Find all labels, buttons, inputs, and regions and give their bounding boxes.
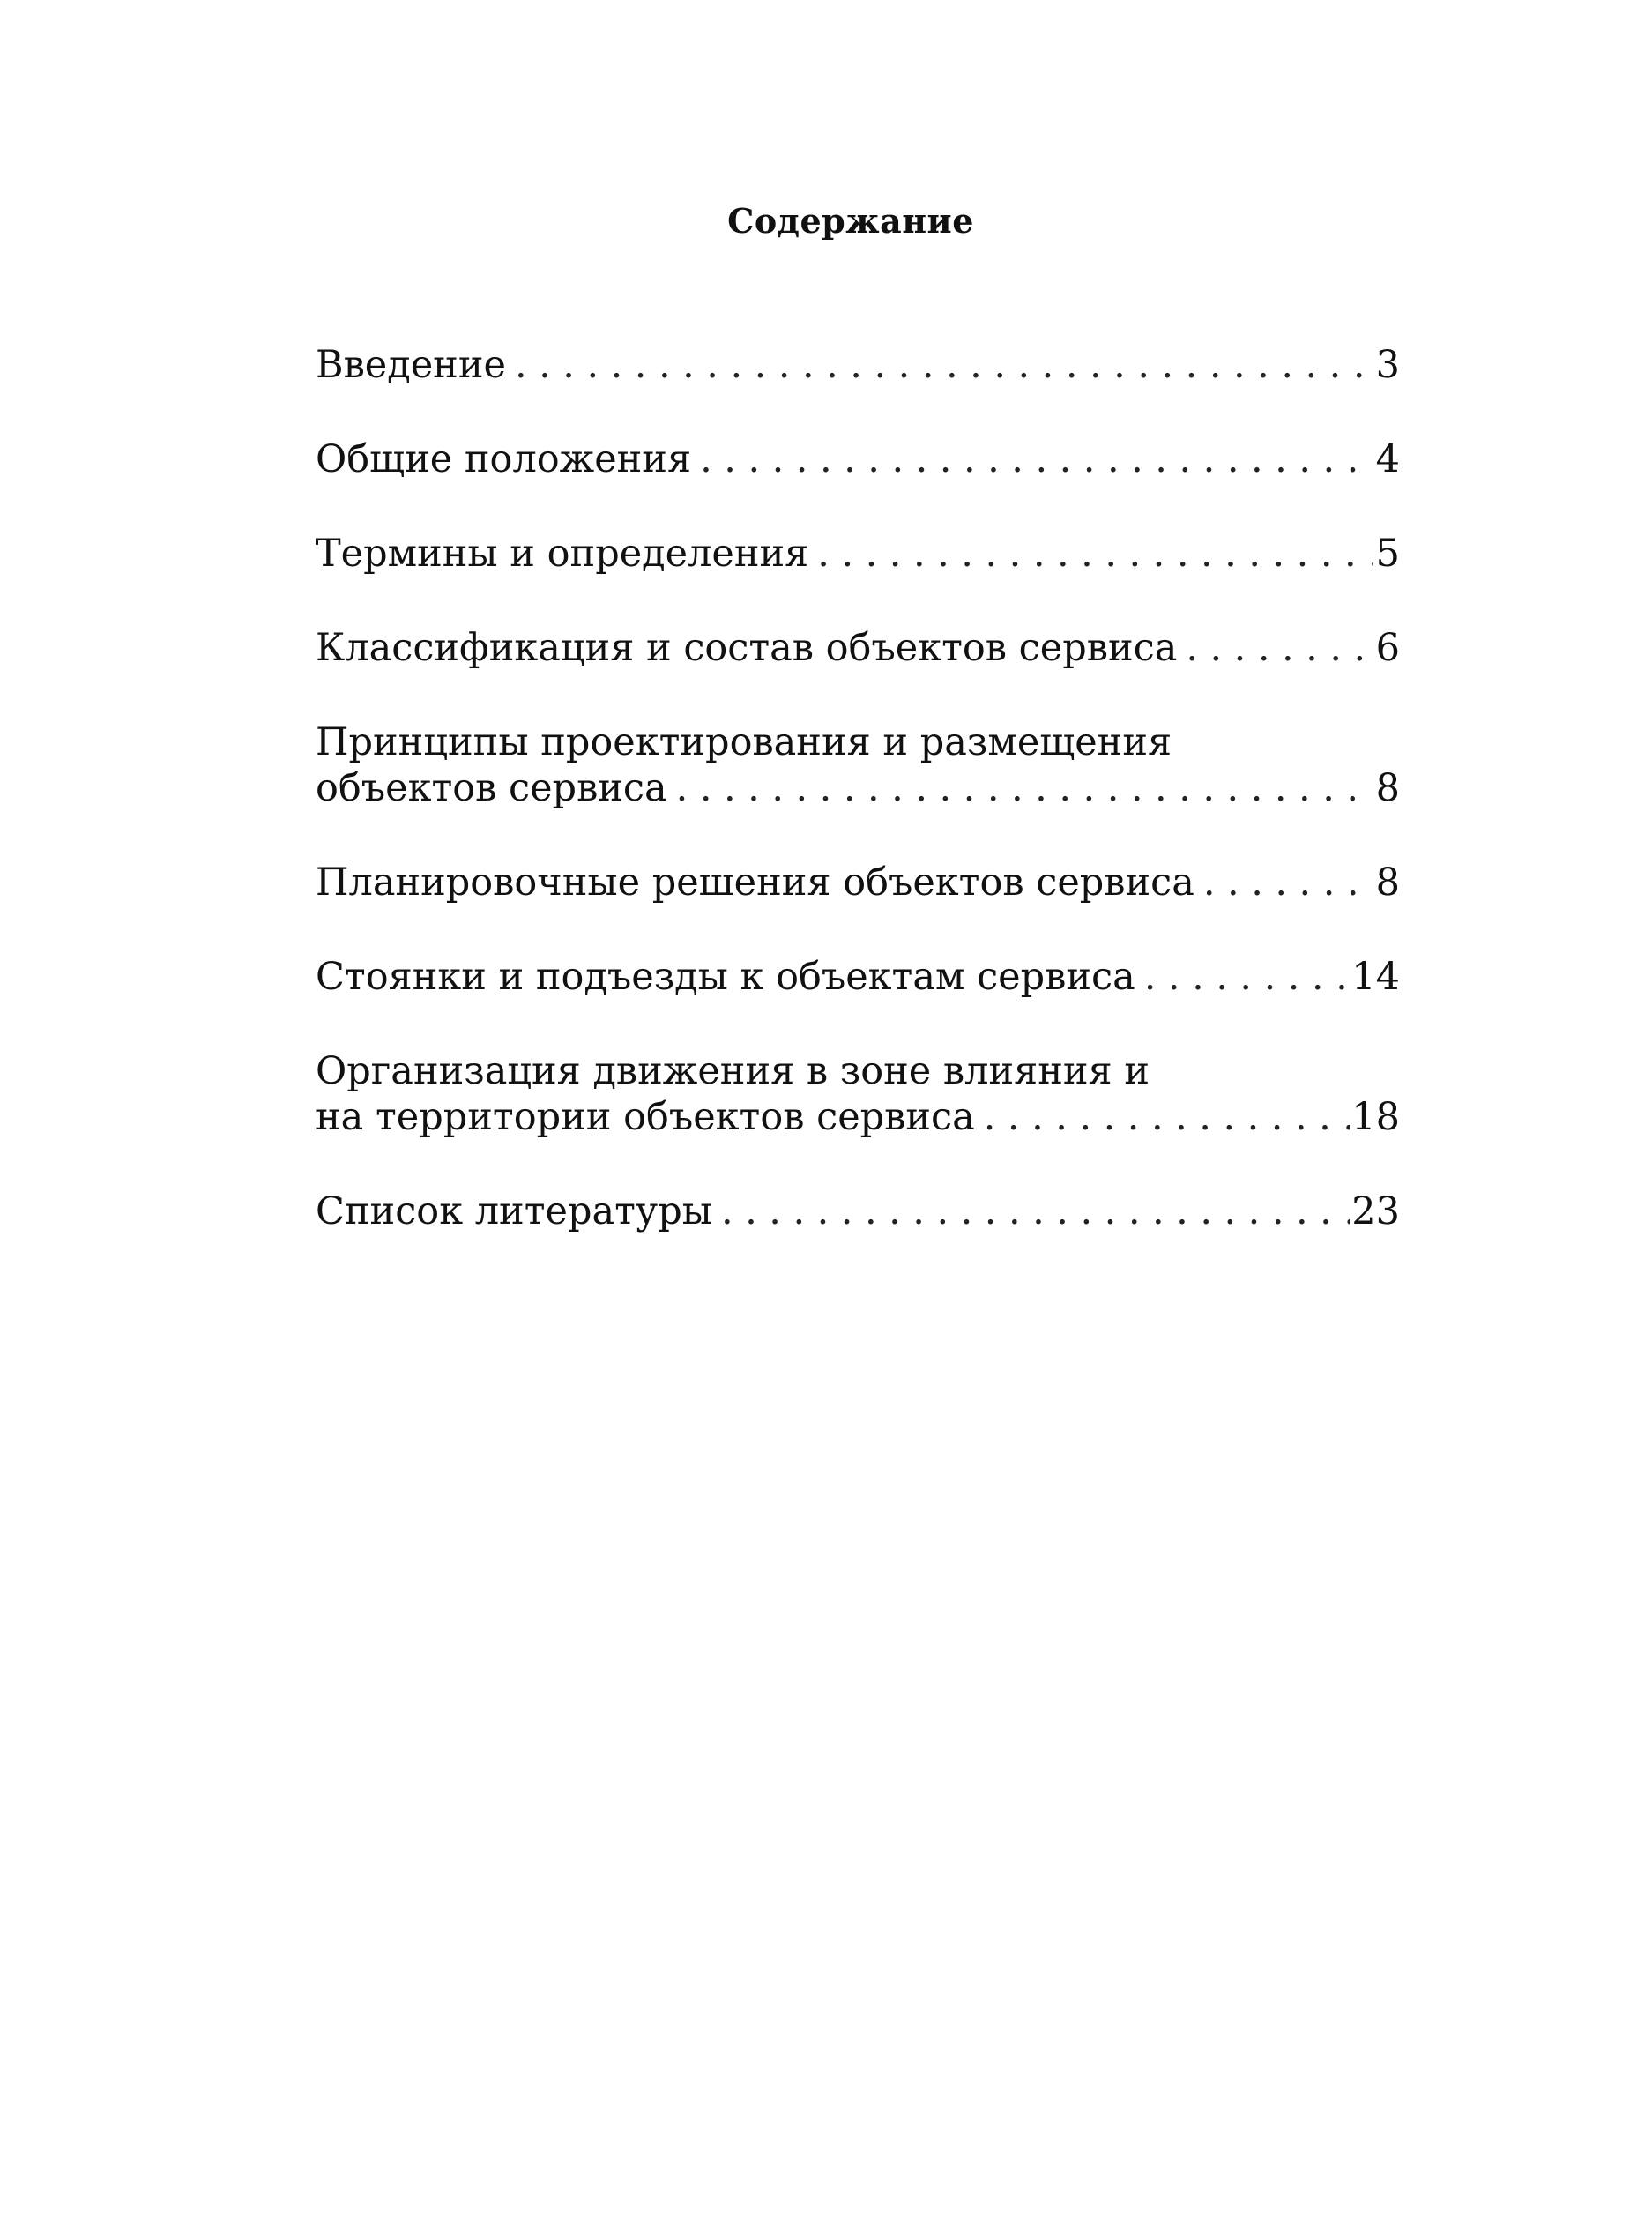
toc-dot-leader <box>515 342 1373 388</box>
toc-page-number: 14 <box>1351 955 1400 999</box>
toc-item-text: Планировочные решения объектов сервиса <box>316 860 1194 905</box>
table-of-contents <box>316 342 1400 1283</box>
toc-item-text: Введение <box>316 343 506 387</box>
toc-page-number: 18 <box>1351 1095 1400 1139</box>
toc-item-text: Стоянки и подъезды к объектам сервиса <box>316 955 1135 999</box>
toc-item-text-line1: Принципы проектирования и размещения <box>316 720 1172 764</box>
toc-item-general-provisions <box>316 436 1400 482</box>
toc-item-classification <box>316 625 1400 671</box>
toc-item-text: объектов сервиса <box>316 766 667 810</box>
toc-item-text: Классификация и состав объектов сервиса <box>316 626 1178 670</box>
toc-dot-leader <box>1144 954 1351 1000</box>
toc-dot-leader <box>984 1094 1351 1140</box>
toc-dot-leader <box>700 436 1373 482</box>
toc-page-number: 8 <box>1375 766 1400 810</box>
toc-item-text: Список литературы <box>316 1189 712 1233</box>
toc-page-number: 8 <box>1375 860 1400 905</box>
toc-item-text: Термины и определения <box>316 532 809 576</box>
toc-dot-leader <box>676 765 1373 811</box>
toc-page-number: 23 <box>1351 1189 1400 1233</box>
toc-page-number: 5 <box>1375 532 1400 576</box>
toc-page-number: 3 <box>1375 343 1400 387</box>
page-title: Содержание <box>727 201 974 241</box>
toc-page-number: 6 <box>1375 626 1400 670</box>
toc-item-terms <box>316 531 1400 577</box>
toc-item-introduction <box>316 342 1400 388</box>
toc-item-traffic-organization <box>316 1048 1400 1140</box>
toc-item-text: Общие положения <box>316 437 692 481</box>
toc-item-text-line1: Организация движения в зоне влияния и <box>316 1049 1150 1093</box>
toc-item-parking <box>316 954 1400 1000</box>
toc-item-references <box>316 1188 1400 1234</box>
toc-dot-leader <box>817 531 1373 577</box>
toc-dot-leader <box>1186 625 1373 671</box>
toc-item-text: на территории объектов сервиса <box>316 1095 975 1139</box>
toc-item-planning-solutions <box>316 860 1400 905</box>
toc-page-number: 4 <box>1375 437 1400 481</box>
toc-item-design-principles <box>316 719 1400 811</box>
toc-dot-leader <box>1203 860 1373 905</box>
toc-dot-leader <box>721 1188 1350 1234</box>
